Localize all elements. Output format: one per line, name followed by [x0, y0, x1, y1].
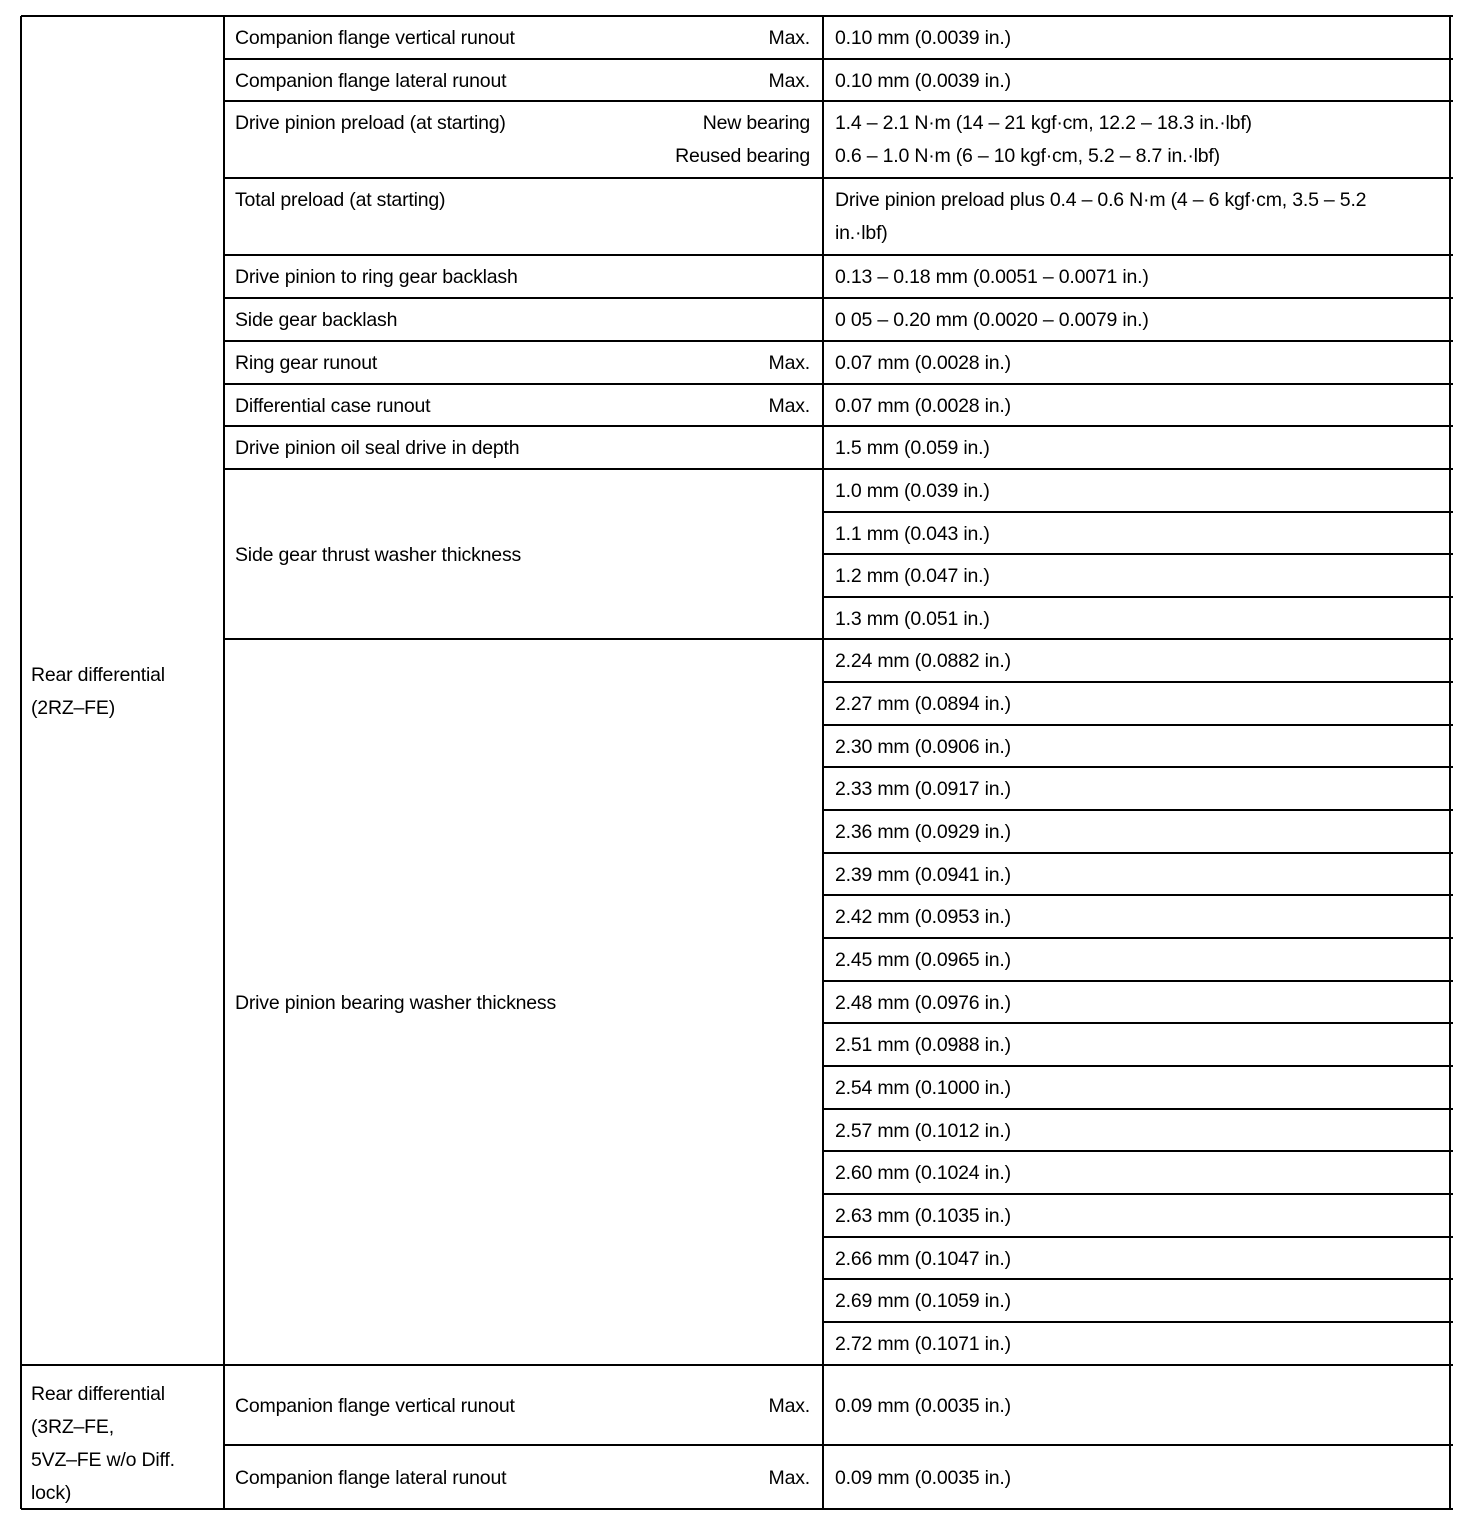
spec-qualifier: New bearing — [702, 112, 810, 134]
washer-size: 2.66 mm (0.1047 in.) — [835, 1247, 1011, 1270]
row-divider — [224, 1444, 1453, 1447]
washer-size: 1.2 mm (0.047 in.) — [835, 565, 990, 587]
spec-value: 0.6 – 1.0 N·m (6 – 10 kgf·cm, 5.2 – 8.7 in.·lbf) — [835, 145, 1220, 167]
spec-value: 0.13 – 0.18 mm (0.0051 – 0.0071 in.) — [835, 266, 1149, 288]
group-label: Rear differential — [31, 663, 165, 686]
spec-value: 0.10 mm (0.0039 in.) — [835, 27, 1011, 49]
row-divider — [224, 177, 1453, 180]
spec-item: Side gear backlash — [235, 309, 398, 331]
row-divider — [823, 894, 1453, 897]
washer-size: 2.63 mm (0.1035 in.) — [835, 1205, 1011, 1227]
washer-size: 2.24 mm (0.0882 in.) — [835, 650, 1011, 672]
row-divider — [823, 1236, 1453, 1239]
spec-value: Drive pinion preload plus 0.4 – 0.6 N·m (4 – 6 kgf·cm, 3.5 – 5.2 — [835, 189, 1367, 211]
row-divider — [823, 1022, 1453, 1025]
spec-item: Ring gear runout — [235, 352, 378, 374]
row-divider — [823, 937, 1453, 940]
row-divider — [823, 1321, 1453, 1324]
spec-item: Companion flange vertical runout — [235, 1394, 515, 1417]
washer-size: 2.33 mm (0.0917 in.) — [835, 778, 1011, 800]
column-divider — [223, 16, 226, 1509]
row-divider — [21, 1508, 1453, 1511]
spec-item: Differential case runout — [235, 394, 431, 417]
washer-size: 2.57 mm (0.1012 in.) — [835, 1119, 1011, 1142]
washer-size: 2.72 mm (0.1071 in.) — [835, 1333, 1011, 1355]
row-divider — [823, 809, 1453, 812]
spec-value: in.·lbf) — [835, 222, 888, 244]
spec-qualifier: Reused bearing — [675, 145, 810, 167]
spec-item: Companion flange vertical runout — [235, 27, 515, 49]
row-divider — [823, 980, 1453, 983]
spec-item: Total preload (at starting) — [235, 189, 446, 211]
row-divider — [823, 852, 1453, 855]
row-divider — [823, 681, 1453, 684]
spec-value: 0.09 mm (0.0035 in.) — [835, 1466, 1011, 1489]
washer-size: 1.0 mm (0.039 in.) — [835, 480, 990, 502]
spec-qualifier: Max. — [768, 1394, 810, 1417]
spec-value: 1.5 mm (0.059 in.) — [835, 437, 990, 459]
row-divider — [823, 511, 1453, 514]
washer-size: 2.51 mm (0.0988 in.) — [835, 1034, 1011, 1056]
spec-item: Drive pinion oil seal drive in depth — [235, 437, 520, 459]
column-divider — [822, 16, 825, 1509]
spec-qualifier: Max. — [768, 352, 810, 374]
row-divider — [224, 297, 1453, 300]
row-divider — [823, 766, 1453, 769]
group-label: (2RZ–FE) — [31, 696, 115, 719]
washer-size: 2.48 mm (0.0976 in.) — [835, 991, 1011, 1014]
group-label: Rear differential — [31, 1383, 165, 1405]
spec-value: 0 05 – 0.20 mm (0.0020 – 0.0079 in.) — [835, 309, 1149, 331]
row-divider — [224, 425, 1453, 428]
washer-size: 2.39 mm (0.0941 in.) — [835, 863, 1011, 886]
spec-value: 0.07 mm (0.0028 in.) — [835, 352, 1011, 374]
row-divider — [224, 254, 1453, 257]
washer-size: 2.69 mm (0.1059 in.) — [835, 1290, 1011, 1312]
washer-size: 2.27 mm (0.0894 in.) — [835, 693, 1011, 715]
row-divider — [823, 1065, 1453, 1068]
washer-size: 2.60 mm (0.1024 in.) — [835, 1162, 1011, 1184]
row-divider — [823, 1193, 1453, 1196]
row-divider — [224, 340, 1453, 343]
washer-size: 2.54 mm (0.1000 in.) — [835, 1077, 1011, 1099]
column-divider — [1449, 16, 1452, 1509]
spec-item: Drive pinion bearing washer thickness — [235, 991, 557, 1014]
spec-value: 0.07 mm (0.0028 in.) — [835, 394, 1011, 417]
row-divider — [224, 58, 1453, 61]
row-divider — [224, 468, 1453, 471]
spec-value: 0.09 mm (0.0035 in.) — [835, 1394, 1011, 1417]
washer-size: 2.42 mm (0.0953 in.) — [835, 906, 1011, 928]
washer-size: 2.45 mm (0.0965 in.) — [835, 949, 1011, 971]
row-divider — [823, 1150, 1453, 1153]
spec-item: Drive pinion to ring gear backlash — [235, 266, 518, 288]
row-divider — [224, 638, 1453, 641]
spec-qualifier: Max. — [768, 394, 810, 417]
row-divider — [823, 596, 1453, 599]
group-label: 5VZ–FE w/o Diff. — [31, 1449, 175, 1471]
spec-value: 1.4 – 2.1 N·m (14 – 21 kgf·cm, 12.2 – 18.3 in.·lbf) — [835, 112, 1252, 134]
washer-size: 1.3 mm (0.051 in.) — [835, 607, 990, 630]
row-divider — [21, 15, 1453, 18]
row-divider — [224, 383, 1453, 386]
spec-qualifier: Max. — [768, 1466, 810, 1489]
group-label: (3RZ–FE, — [31, 1416, 114, 1438]
spec-qualifier: Max. — [768, 27, 810, 49]
washer-size: 2.30 mm (0.0906 in.) — [835, 735, 1011, 758]
row-divider — [823, 724, 1453, 727]
spec-value: 0.10 mm (0.0039 in.) — [835, 69, 1011, 92]
row-divider — [823, 1278, 1453, 1281]
row-divider — [21, 1364, 1453, 1367]
spec-item: Side gear thrust washer thickness — [235, 543, 522, 566]
spec-item: Companion flange lateral runout — [235, 1466, 507, 1489]
row-divider — [823, 1108, 1453, 1111]
row-divider — [823, 553, 1453, 556]
washer-size: 1.1 mm (0.043 in.) — [835, 522, 990, 545]
group-label: lock) — [31, 1482, 72, 1504]
column-divider — [20, 16, 23, 1509]
row-divider — [224, 100, 1453, 103]
spec-item: Drive pinion preload (at starting) — [235, 112, 506, 134]
spec-item: Companion flange lateral runout — [235, 69, 507, 92]
washer-size: 2.36 mm (0.0929 in.) — [835, 821, 1011, 843]
spec-qualifier: Max. — [768, 69, 810, 92]
